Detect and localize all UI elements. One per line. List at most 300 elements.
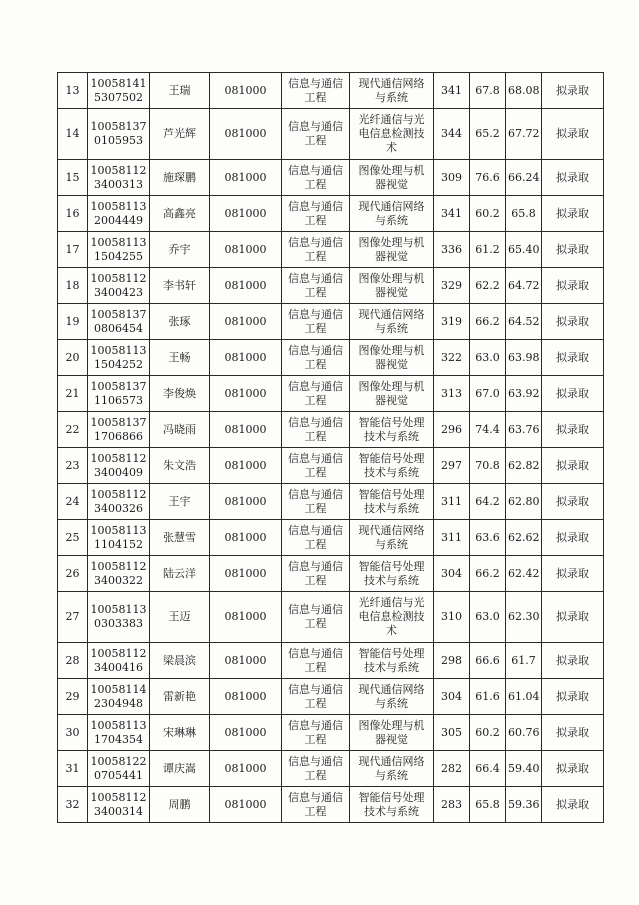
- cell-dir-a: 图像处理与机: [358, 718, 425, 732]
- candidate-id: [88, 196, 150, 232]
- cell-name: 王迈: [168, 610, 191, 623]
- cell-major-a: 信息与通信: [288, 163, 343, 177]
- cell-dir-a: 现代通信网络: [358, 754, 425, 768]
- row-number: [58, 556, 88, 592]
- admission-status: [542, 73, 604, 109]
- cell-major-a: 信息与通信: [288, 415, 343, 429]
- total-score: [506, 484, 542, 520]
- cell-major-b: 工程: [304, 768, 327, 782]
- cell-status: 拟录取: [556, 725, 589, 739]
- cell-id-a: 10058112: [90, 790, 147, 804]
- table-row: [58, 520, 604, 556]
- cell-total: 63.92: [508, 386, 540, 400]
- admission-status: [542, 448, 604, 484]
- cell-name: 高鑫亮: [163, 206, 196, 220]
- cell-retest: 67.8: [475, 83, 500, 97]
- candidate-id: [88, 679, 150, 715]
- exam-score: [434, 679, 470, 715]
- cell-dir-a: 现代通信网络: [358, 523, 425, 537]
- admission-status: [542, 160, 604, 196]
- research-direction: [350, 679, 434, 715]
- research-direction: [350, 268, 434, 304]
- cell-no: 32: [65, 797, 80, 811]
- major-code: [210, 376, 282, 412]
- cell-major-b: 工程: [304, 213, 327, 227]
- research-direction: [350, 304, 434, 340]
- retest-score: [470, 304, 506, 340]
- total-score: [506, 448, 542, 484]
- cell-code: 081000: [224, 422, 267, 436]
- cell-name: 陆云洋: [163, 566, 196, 580]
- table-row: [58, 109, 604, 160]
- cell-code: 081000: [224, 350, 267, 364]
- major-name: [282, 160, 350, 196]
- cell-status: 拟录取: [556, 458, 589, 472]
- research-direction: [350, 751, 434, 787]
- cell-major-b: 工程: [304, 393, 327, 407]
- table-row: [58, 448, 604, 484]
- table-row: [58, 556, 604, 592]
- cell-retest: 66.2: [475, 566, 500, 580]
- candidate-id: [88, 268, 150, 304]
- total-score: [506, 520, 542, 556]
- cell-major-b: 工程: [304, 177, 327, 191]
- cell-dir-a: 智能信号处理: [358, 415, 425, 429]
- cell-exam: 329: [441, 278, 462, 292]
- admission-status: [542, 484, 604, 520]
- exam-score: [434, 268, 470, 304]
- admission-status: [542, 715, 604, 751]
- row-number: [58, 448, 88, 484]
- cell-name: 王瑞: [168, 83, 191, 97]
- cell-name: 张慧雪: [163, 530, 196, 544]
- cell-major-a: 信息与通信: [288, 120, 343, 133]
- total-score: [506, 679, 542, 715]
- major-name: [282, 109, 350, 160]
- retest-score: [470, 448, 506, 484]
- research-direction: [350, 376, 434, 412]
- cell-exam: 311: [441, 530, 462, 544]
- row-number: [58, 73, 88, 109]
- table-row: [58, 268, 604, 304]
- total-score: [506, 232, 542, 268]
- candidate-name: [150, 679, 210, 715]
- research-direction: [350, 448, 434, 484]
- row-number: [58, 751, 88, 787]
- candidate-id: [88, 340, 150, 376]
- cell-id-a: 10058113: [90, 523, 147, 537]
- cell-dir-a: 现代通信网络: [358, 76, 425, 90]
- research-direction: [350, 556, 434, 592]
- cell-total: 64.52: [508, 314, 540, 328]
- major-code: [210, 196, 282, 232]
- cell-no: 28: [65, 653, 80, 667]
- exam-score: [434, 751, 470, 787]
- table-row: [58, 412, 604, 448]
- major-code: [210, 109, 282, 160]
- cell-code: 081000: [224, 314, 267, 328]
- cell-dir-a: 图像处理与机: [358, 163, 425, 177]
- cell-retest: 74.4: [475, 422, 500, 436]
- cell-name: 周鹏: [168, 797, 191, 811]
- table-body: [58, 73, 604, 823]
- cell-dir-b: 电信息检测技: [358, 610, 425, 623]
- candidate-name: [150, 412, 210, 448]
- cell-total: 61.7: [511, 653, 536, 667]
- table-row: [58, 715, 604, 751]
- candidate-name: [150, 715, 210, 751]
- row-number: [58, 592, 88, 643]
- candidate-name: [150, 520, 210, 556]
- candidate-name: [150, 73, 210, 109]
- major-code: [210, 304, 282, 340]
- candidate-name: [150, 304, 210, 340]
- cell-dir-c: 术: [386, 141, 397, 154]
- total-score: [506, 412, 542, 448]
- cell-dir-c: 术: [386, 624, 397, 637]
- exam-score: [434, 484, 470, 520]
- cell-total: 59.40: [508, 761, 540, 775]
- cell-dir-a: 图像处理与机: [358, 343, 425, 357]
- cell-id-a: 10058137: [90, 120, 147, 133]
- cell-exam: 305: [441, 725, 462, 739]
- cell-name: 梁晨滨: [163, 653, 196, 667]
- cell-total: 68.08: [508, 83, 540, 97]
- cell-retest: 64.2: [475, 494, 500, 508]
- retest-score: [470, 73, 506, 109]
- cell-no: 21: [65, 386, 80, 400]
- major-code: [210, 715, 282, 751]
- retest-score: [470, 160, 506, 196]
- major-code: [210, 679, 282, 715]
- major-code: [210, 412, 282, 448]
- cell-code: 081000: [224, 689, 267, 703]
- major-name: [282, 340, 350, 376]
- cell-no: 29: [65, 689, 80, 703]
- cell-retest: 66.2: [475, 314, 500, 328]
- cell-code: 081000: [224, 242, 267, 256]
- major-name: [282, 787, 350, 823]
- cell-dir-b: 与系统: [375, 90, 408, 104]
- retest-score: [470, 376, 506, 412]
- major-name: [282, 484, 350, 520]
- major-code: [210, 484, 282, 520]
- cell-total: 60.76: [508, 725, 540, 739]
- cell-dir-b: 器视觉: [375, 285, 408, 299]
- admission-status: [542, 520, 604, 556]
- candidate-id: [88, 715, 150, 751]
- major-name: [282, 715, 350, 751]
- cell-dir-a: 智能信号处理: [358, 790, 425, 804]
- cell-dir-a: 智能信号处理: [358, 487, 425, 501]
- cell-code: 081000: [224, 127, 267, 140]
- cell-name: 朱文浩: [163, 458, 196, 472]
- cell-major-a: 信息与通信: [288, 646, 343, 660]
- cell-retest: 65.8: [475, 797, 500, 811]
- cell-retest: 66.6: [475, 653, 500, 667]
- research-direction: [350, 484, 434, 520]
- cell-status: 拟录取: [556, 566, 589, 580]
- candidate-id: [88, 787, 150, 823]
- major-code: [210, 787, 282, 823]
- cell-id-a: 10058137: [90, 379, 147, 393]
- cell-exam: 310: [441, 610, 462, 623]
- admission-status: [542, 412, 604, 448]
- retest-score: [470, 556, 506, 592]
- cell-code: 081000: [224, 83, 267, 97]
- cell-major-a: 信息与通信: [288, 603, 343, 616]
- cell-status: 拟录取: [556, 83, 589, 97]
- row-number: [58, 376, 88, 412]
- research-direction: [350, 109, 434, 160]
- cell-code: 081000: [224, 206, 267, 220]
- cell-id-b: 3400416: [94, 660, 143, 674]
- cell-code: 081000: [224, 386, 267, 400]
- cell-dir-b: 器视觉: [375, 732, 408, 746]
- cell-dir-b: 器视觉: [375, 393, 408, 407]
- major-code: [210, 232, 282, 268]
- cell-id-b: 0705441: [94, 768, 143, 782]
- total-score: [506, 73, 542, 109]
- table-row: [58, 787, 604, 823]
- cell-no: 16: [65, 206, 80, 220]
- retest-score: [470, 679, 506, 715]
- cell-id-b: 5307502: [94, 90, 143, 104]
- admission-status: [542, 340, 604, 376]
- retest-score: [470, 715, 506, 751]
- cell-id-b: 0806454: [94, 321, 143, 335]
- cell-retest: 63.6: [475, 530, 500, 544]
- cell-total: 61.04: [508, 689, 540, 703]
- cell-exam: 313: [441, 386, 462, 400]
- cell-status: 拟录取: [556, 314, 589, 328]
- row-number: [58, 787, 88, 823]
- exam-score: [434, 787, 470, 823]
- major-code: [210, 340, 282, 376]
- cell-name: 谭庆嵩: [163, 761, 196, 775]
- major-code: [210, 643, 282, 679]
- cell-major-b: 工程: [304, 696, 327, 710]
- cell-exam: 297: [441, 458, 462, 472]
- cell-major-a: 信息与通信: [288, 523, 343, 537]
- cell-id-a: 10058113: [90, 603, 147, 616]
- major-name: [282, 376, 350, 412]
- cell-major-a: 信息与通信: [288, 76, 343, 90]
- table-row: [58, 196, 604, 232]
- cell-no: 17: [65, 242, 80, 256]
- cell-exam: 322: [441, 350, 462, 364]
- cell-code: 081000: [224, 797, 267, 811]
- cell-name: 张琢: [168, 314, 191, 328]
- candidate-name: [150, 787, 210, 823]
- cell-major-b: 工程: [304, 573, 327, 587]
- cell-exam: 344: [441, 127, 462, 140]
- candidate-name: [150, 643, 210, 679]
- cell-retest: 61.6: [475, 689, 500, 703]
- table-row: [58, 376, 604, 412]
- cell-id-a: 10058114: [90, 682, 147, 696]
- cell-no: 27: [65, 610, 80, 623]
- cell-id-a: 10058141: [90, 76, 147, 90]
- cell-major-b: 工程: [304, 660, 327, 674]
- cell-major-a: 信息与通信: [288, 718, 343, 732]
- candidate-id: [88, 592, 150, 643]
- cell-id-b: 0303383: [94, 617, 143, 630]
- cell-major-b: 工程: [304, 357, 327, 371]
- total-score: [506, 715, 542, 751]
- cell-retest: 65.2: [475, 127, 500, 140]
- cell-status: 拟录取: [556, 170, 589, 184]
- cell-major-a: 信息与通信: [288, 271, 343, 285]
- row-number: [58, 643, 88, 679]
- major-name: [282, 751, 350, 787]
- cell-total: 65.40: [508, 242, 540, 256]
- cell-dir-a: 智能信号处理: [358, 646, 425, 660]
- retest-score: [470, 520, 506, 556]
- cell-total: 63.98: [508, 350, 540, 364]
- total-score: [506, 643, 542, 679]
- cell-status: 拟录取: [556, 494, 589, 508]
- cell-major-a: 信息与通信: [288, 199, 343, 213]
- candidate-name: [150, 484, 210, 520]
- cell-status: 拟录取: [556, 610, 589, 623]
- cell-id-b: 1106573: [94, 393, 143, 407]
- exam-score: [434, 304, 470, 340]
- exam-score: [434, 448, 470, 484]
- table-row: [58, 484, 604, 520]
- retest-score: [470, 751, 506, 787]
- cell-total: 66.24: [508, 170, 540, 184]
- retest-score: [470, 340, 506, 376]
- cell-exam: 311: [441, 494, 462, 508]
- cell-major-b: 工程: [304, 732, 327, 746]
- cell-status: 拟录取: [556, 422, 589, 436]
- row-number: [58, 340, 88, 376]
- cell-major-a: 信息与通信: [288, 790, 343, 804]
- total-score: [506, 196, 542, 232]
- cell-status: 拟录取: [556, 242, 589, 256]
- cell-major-b: 工程: [304, 465, 327, 479]
- cell-no: 31: [65, 761, 80, 775]
- cell-dir-b: 与系统: [375, 768, 408, 782]
- admission-status: [542, 592, 604, 643]
- total-score: [506, 340, 542, 376]
- cell-id-a: 10058113: [90, 235, 147, 249]
- major-name: [282, 268, 350, 304]
- cell-id-b: 3400326: [94, 501, 143, 515]
- major-name: [282, 448, 350, 484]
- table-row: [58, 592, 604, 643]
- cell-no: 19: [65, 314, 80, 328]
- research-direction: [350, 73, 434, 109]
- major-name: [282, 520, 350, 556]
- cell-exam: 282: [441, 761, 462, 775]
- cell-name: 冯晓雨: [163, 422, 196, 436]
- table-row: [58, 160, 604, 196]
- admission-status: [542, 787, 604, 823]
- candidate-id: [88, 520, 150, 556]
- cell-exam: 309: [441, 170, 462, 184]
- table-row: [58, 679, 604, 715]
- cell-retest: 62.2: [475, 278, 500, 292]
- exam-score: [434, 73, 470, 109]
- cell-code: 081000: [224, 170, 267, 184]
- table-row: [58, 73, 604, 109]
- cell-name: 李俊焕: [163, 386, 196, 400]
- candidate-id: [88, 484, 150, 520]
- cell-no: 25: [65, 530, 80, 544]
- cell-dir-b: 技术与系统: [364, 429, 419, 443]
- cell-exam: 336: [441, 242, 462, 256]
- cell-major-b: 工程: [304, 285, 327, 299]
- retest-score: [470, 232, 506, 268]
- cell-retest: 66.4: [475, 761, 500, 775]
- cell-major-b: 工程: [304, 134, 327, 147]
- cell-id-a: 10058112: [90, 271, 147, 285]
- cell-no: 13: [65, 83, 80, 97]
- cell-id-b: 3400314: [94, 804, 143, 818]
- admission-status: [542, 268, 604, 304]
- total-score: [506, 556, 542, 592]
- cell-no: 22: [65, 422, 80, 436]
- cell-major-b: 工程: [304, 90, 327, 104]
- cell-id-b: 1704354: [94, 732, 143, 746]
- major-name: [282, 556, 350, 592]
- major-name: [282, 412, 350, 448]
- table-row: [58, 643, 604, 679]
- cell-status: 拟录取: [556, 653, 589, 667]
- cell-dir-b: 技术与系统: [364, 804, 419, 818]
- cell-code: 081000: [224, 610, 267, 623]
- admission-status: [542, 679, 604, 715]
- cell-id-a: 10058112: [90, 163, 147, 177]
- exam-score: [434, 160, 470, 196]
- research-direction: [350, 787, 434, 823]
- cell-id-b: 3400423: [94, 285, 143, 299]
- cell-name: 雷新艳: [163, 689, 196, 703]
- admission-status: [542, 196, 604, 232]
- row-number: [58, 196, 88, 232]
- cell-code: 081000: [224, 278, 267, 292]
- cell-status: 拟录取: [556, 386, 589, 400]
- cell-status: 拟录取: [556, 206, 589, 220]
- cell-exam: 304: [441, 566, 462, 580]
- cell-major-b: 工程: [304, 501, 327, 515]
- cell-total: 62.80: [508, 494, 540, 508]
- table-row: [58, 751, 604, 787]
- retest-score: [470, 592, 506, 643]
- cell-major-a: 信息与通信: [288, 379, 343, 393]
- cell-retest: 63.0: [475, 610, 500, 623]
- candidate-name: [150, 268, 210, 304]
- research-direction: [350, 196, 434, 232]
- major-code: [210, 520, 282, 556]
- candidate-name: [150, 109, 210, 160]
- cell-total: 62.62: [508, 530, 540, 544]
- major-code: [210, 73, 282, 109]
- cell-retest: 60.2: [475, 206, 500, 220]
- cell-status: 拟录取: [556, 761, 589, 775]
- cell-id-b: 3400313: [94, 177, 143, 191]
- retest-score: [470, 643, 506, 679]
- cell-dir-b: 与系统: [375, 213, 408, 227]
- cell-major-a: 信息与通信: [288, 307, 343, 321]
- row-number: [58, 304, 88, 340]
- candidate-name: [150, 556, 210, 592]
- major-name: [282, 232, 350, 268]
- cell-status: 拟录取: [556, 689, 589, 703]
- row-number: [58, 268, 88, 304]
